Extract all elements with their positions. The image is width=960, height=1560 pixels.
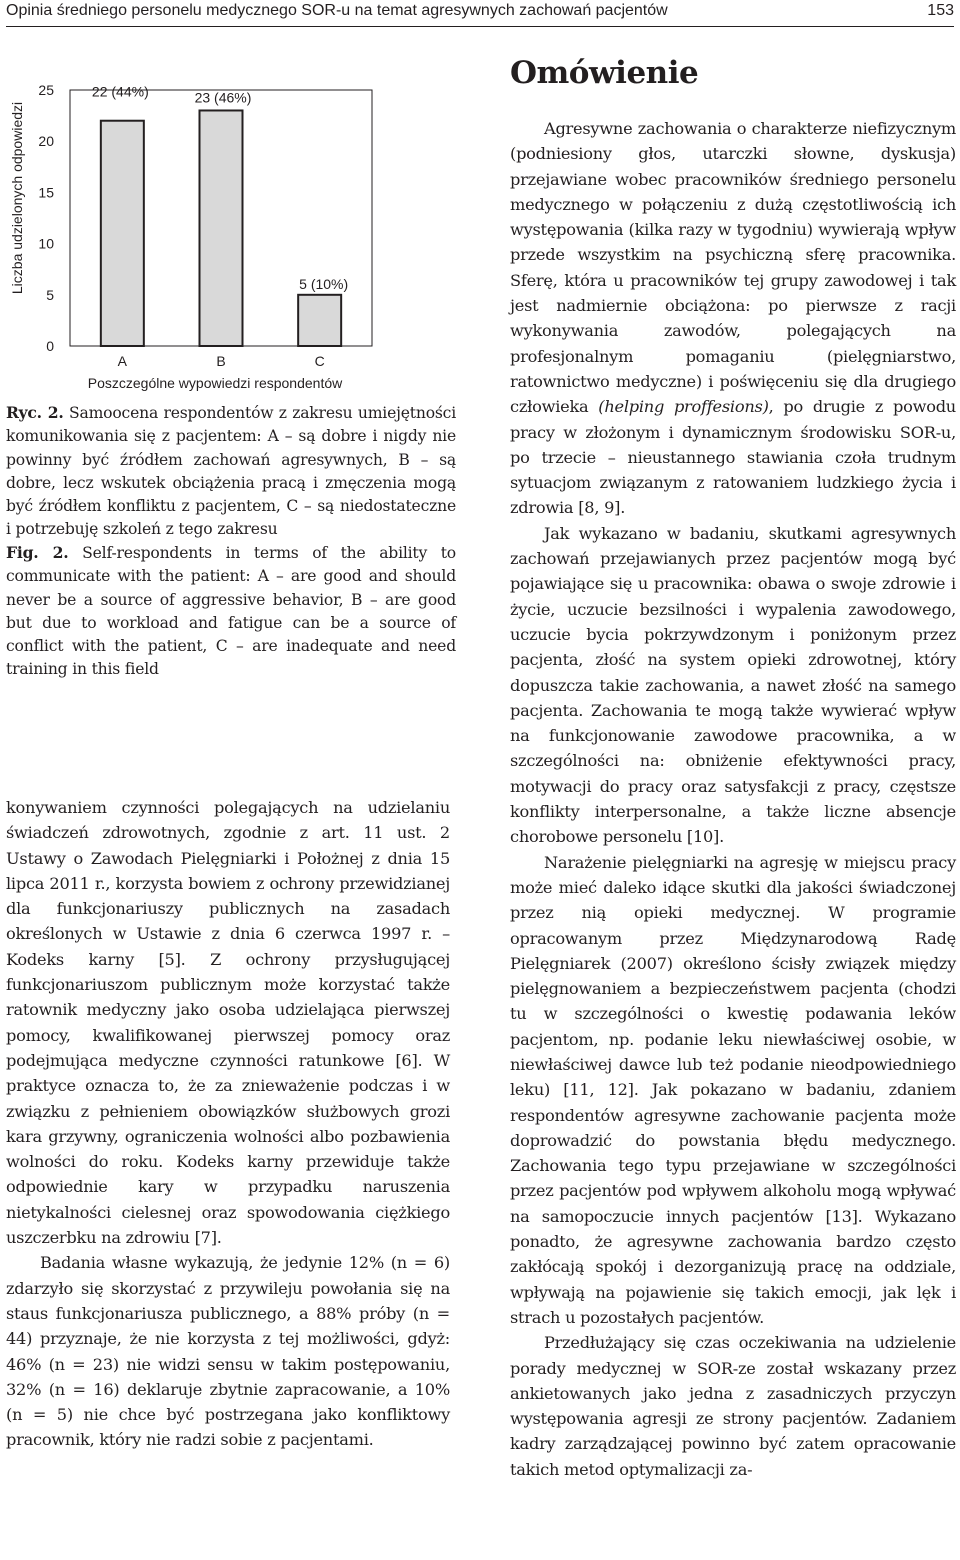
running-header	[6, 0, 954, 27]
right-p1-part-a: Agresywne zachowania o charakterze niefizycznym (podniesiony głos, utarczki słowne, dyskusja) przejawiane wobec pracowników średniego personelu medycznego w połączeniu z dużą częstotliwością ich występowania (kilka razy w tygodniu) wywierają wpływ przede wszystkim na psychiczną sferę pracownika. Sferę, która u pracowników tej grupy zawodowej i tak jest nadmiernie obciążona: po pierwsze z racji wykonywania zawodów, polegających na profesjonalnym pomaganiu (pielęgniarstwo, ratownictwo medyczne) i poświęceniu się dla drugiego człowieka	[510, 119, 956, 417]
x-tick-label-B: B	[216, 353, 226, 369]
left-paragraph-1: konywaniem czynności polegających na udzielaniu świadczeń zdrowotnych, zgodnie z art. 11 ust. 2 Ustawy o Zawodach Pielęgniarki i Położnej z dnia 15 lipca 2011 r., korzysta bowiem z ochrony przewidzianej dla funkcjonariuszy publicznych na zasadach określonych w Ustawie z dnia 6 czerwca 1997 r. – Kodeks karny [5]. Z ochrony przysługującej funkcjonariuszom publicznym może korzystać także ratownik medyczny jako osoba udzielająca pierwszej pomocy, kwalifikowanej pierwszej pomocy oraz podejmująca medyczne czynności ratunkowe [6]. W praktyce oznacza to, że za znieważenie podczas i w związku z pełnieniem obowiązków służbowych grozi kara grzywny, ograniczenia wolności albo pozbawienia wolności do roku. Kodeks karny przewiduje także odpowiednie kary w przypadku naruszenia nietykalności cielesnej oraz spowodowania ciężkiego uszczerbku na zdrowiu [7].	[6, 798, 450, 1248]
right-p1-part-b: , po drugie z powodu pracy w złożonym i dynamicznym środowisku SOR-u, po trzecie – nieustannego stawiania czoła trudnym sytuacjom związanym z ratowaniem ludzkiego życia i zdrowia [8, 9].	[510, 397, 956, 518]
data-label-A: 22 (44%)	[91, 83, 149, 100]
right-paragraph-4: Przedłużający się czas oczekiwania na udzielenie porady medycznej w SOR-ze został wskazany przez ankietowanych jako jedna z zasadniczych przyczyn występowania agresji ze strony pacjentów. Zadaniem kadry zarządzającej powinno być zatem opracowanie takich metod optymalizacji za-	[510, 1333, 956, 1479]
chart-svg	[0, 76, 400, 396]
x-tick-label-C: C	[314, 353, 325, 369]
right-p1-italic: (helping proffesions)	[598, 397, 769, 417]
x-tick-label-A: A	[117, 353, 128, 369]
right-paragraph-3: Narażenie pielęgniarki na agresję w miejscu pracy może mieć daleko idące skutki dla jakości świadczonej przez nią opieki medycznej. W programie opracowanym przez Międzynarodową Radę Pielęgniarek (2007) określono ścisły związek między pielęgnowaniem a bezpieczeństwem pacjenta (chodzi tu w szczególności o kwestię podawania leków pacjentom, np. podanie leku niewłaściwej osobie, w niewłaściwej dawce lub też podanie nieodpowiedniego leku) [11, 12]. Jak pokazano w badaniu, zdaniem respondentów agresywne zachowanie pacjenta może doprowadzić do powstania błędu medycznego. Zachowania tego typu przejawiane w szczególności przez pacjentów pod wpływem alkoholu mogą wpływać na samopoczucie innych pacjentów [13]. Wykazano ponadto, że agresywne zachowania bardzo często zakłócają spokój i dezorganizują pracę na oddziale, wpływają na pojawienie się takich emocji, jak lęk i strach u pozostałych pacjentów.	[510, 852, 956, 1327]
right-paragraph-2: Jak wykazano w badaniu, skutkami agresywnych zachowań przejawianych przez pacjentów mogą być pojawiające się u pracownika: obawa o swoje zdrowie i życie, uczucie bezsilności i wypalenia zawodowego, uczucie bycia pokrzywdzonym i poniżonym przez pacjenta, złość na system opieki zdrowotnej, który dopuszcza takie zachowania, a nawet złość na samego pacjenta. Zachowania te mogą także wywierać wpływ na funkcjonowanie zawodowe pracownika, a w szczególności na: obniżenie efektywności pracy, motywacji do pracy oraz satysfakcji z pracy, częstsze konflikty interpersonalne, a także liczne absencje chorobowe personelu [10].	[510, 523, 956, 847]
y-tick-label: 15	[38, 184, 54, 201]
y-tick-label: 5	[46, 286, 54, 303]
figure-caption-pl	[6, 401, 456, 542]
data-label-B: 23 (46%)	[194, 89, 252, 106]
left-column	[6, 795, 450, 1453]
bar-C	[298, 295, 341, 346]
page-number: 153	[927, 2, 954, 19]
y-tick-label: 0	[46, 338, 54, 354]
caption-pl-label: Ryc. 2.	[6, 403, 64, 422]
caption-en-label: Fig. 2.	[6, 543, 69, 562]
y-tick-label: 20	[38, 133, 54, 150]
data-label-C: 5 (10%)	[299, 275, 349, 292]
y-tick-label: 10	[38, 235, 54, 252]
figure-caption-en	[6, 541, 456, 682]
y-tick-label: 25	[38, 82, 54, 98]
x-axis-label: Poszczególne wypowiedzi respondentów	[87, 375, 343, 391]
left-paragraph-2: Badania własne wykazują, że jedynie 12% (n = 6) zdarzyło się skorzystać z przywileju powołania się na staus funkcjonariusza publicznego, a 88% próby (n = 44) przyznaje, że nie korzysta z tej możliwości, gdyż: 46% (n = 23) nie widzi sensu w takim postępowaniu, 32% (n = 16) deklaruje zbytnie zapracowanie, a 10% (n = 5) nie chce być postrzegana jako konfliktowy pracownik, który nie radzi sobie z pacjentami.	[6, 1253, 450, 1450]
y-axis-label: Liczba udzielonych odpowiedzi	[9, 101, 25, 295]
section-heading: Omówienie	[510, 55, 699, 91]
bar-B	[200, 110, 243, 346]
bar-A	[101, 121, 144, 346]
running-title: Opinia średniego personelu medycznego SOR-u na temat agresywnych zachowań pacjentów	[6, 2, 668, 19]
figure-2-chart	[0, 76, 400, 396]
caption-pl-text: Samoocena respondentów z zakresu umiejętności komunikowania się z pacjentem: A – są dobre i nigdy nie powinny być źródłem zachowań agresywnych, B – są dobre, lecz wskutek obciążenia pracą i zmęczenia mogą być źródłem konfliktu z pacjentem, C – są niedostateczne i potrzebuję szkoleń z tego zakresu	[6, 404, 457, 539]
caption-en-text: Self-respondents in terms of the ability to communicate with the patient: A – are good and should never be a source of aggressive behavior, B – are good but due to workload and fatigue can be a source of conflict with the patient, C – are inadequate and need training in this field	[6, 544, 456, 679]
right-paragraph-1	[510, 116, 956, 521]
right-column	[510, 116, 956, 1482]
